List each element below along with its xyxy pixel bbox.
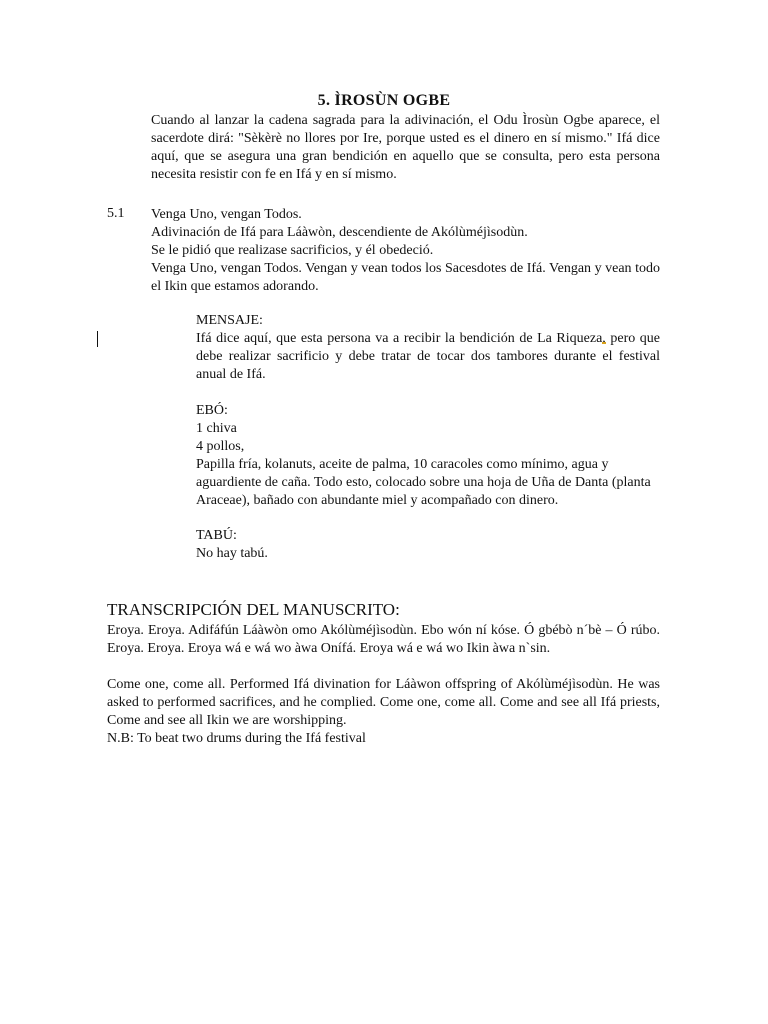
manuscript-block — [107, 622, 660, 748]
verse-block — [151, 206, 660, 296]
manuscript-heading: TRANSCRIPCIÓN DEL MANUSCRITO: — [107, 600, 400, 619]
mensaje-heading: MENSAJE: — [196, 313, 263, 328]
verse-line: Venga Uno, vengan Todos. — [151, 207, 302, 222]
mensaje-text — [196, 330, 660, 384]
verse-line: Adivinación de Ifá para Láàwòn, descendiente de Akólùméjìsodùn. — [151, 225, 528, 240]
manuscript-yoruba: Eroya. Eroya. Adifáfún Láàwòn omo Akólùméjìsodùn. Ebo wón ní kóse. Ó gbébò n´bè – Ó rúbo. Eroya. Eroya. Eroya wá e wá wo àwa Onífá. Eroya wá e wá wo Ikin àwa n`sin. — [107, 623, 660, 656]
tabu-text: No hay tabú. — [196, 546, 268, 561]
ebo-heading: EBÓ: — [196, 403, 228, 418]
ebo-item: 4 pollos, — [196, 439, 245, 454]
section-number: 5.1 — [107, 206, 125, 221]
text-cursor — [97, 331, 98, 347]
manuscript-english: Come one, come all. Performed Ifá divination for Láàwon offspring of Akólùméjìsodùn. He was asked to performed sacrifices, and he complied. Come one, come all. Come and see all Ifá priests, Come and see all Ikin we are worshipping. — [107, 677, 660, 728]
mensaje-text-end: pero que debe realizar sacrificio y debe tratar de tocar dos tambores durante el festival anual de Ifá. — [196, 331, 660, 382]
ebo-item: Papilla fría, kolanuts, aceite de palma, 10 caracoles como mínimo, agua y aguardiente de caña. Todo esto, colocado sobre una hoja de Uña de Danta (planta Araceae), bañado con abundante miel y acompañado con dinero. — [196, 457, 651, 508]
mensaje-text-start: Ifá dice aquí, que esta persona va a recibir la bendición de La Riqueza — [196, 331, 603, 346]
ebo-block — [196, 402, 660, 510]
ebo-item: 1 chiva — [196, 421, 237, 436]
verse-line: Venga Uno, vengan Todos. Vengan y vean todos los Sacesdotes de Ifá. Vengan y vean todo el Ikin que estamos adorando. — [151, 261, 660, 294]
mensaje-block — [196, 312, 660, 384]
verse-line: Se le pidió que realizase sacrificios, y él obedeció. — [151, 243, 434, 258]
tabu-block — [196, 527, 660, 563]
intro-paragraph: Cuando al lanzar la cadena sagrada para la adivinación, el Odu Ìrosùn Ogbe aparece, el sacerdote dirá: "Sèkèrè no llores por Ire, porque usted es el dinero en sí mismo." Ifá dice aquí, que se asegura una gran bendición en aquello que se consulta, pero esta persona necesita resistir con fe en Ifá y en sí mismo. — [151, 113, 660, 182]
manuscript-note: N.B: To beat two drums during the Ifá festival — [107, 731, 366, 746]
page-title: 5. ÌROSÙN OGBE — [317, 92, 451, 109]
tabu-heading: TABÚ: — [196, 528, 237, 543]
spellcheck-mark: , — [602, 331, 606, 346]
